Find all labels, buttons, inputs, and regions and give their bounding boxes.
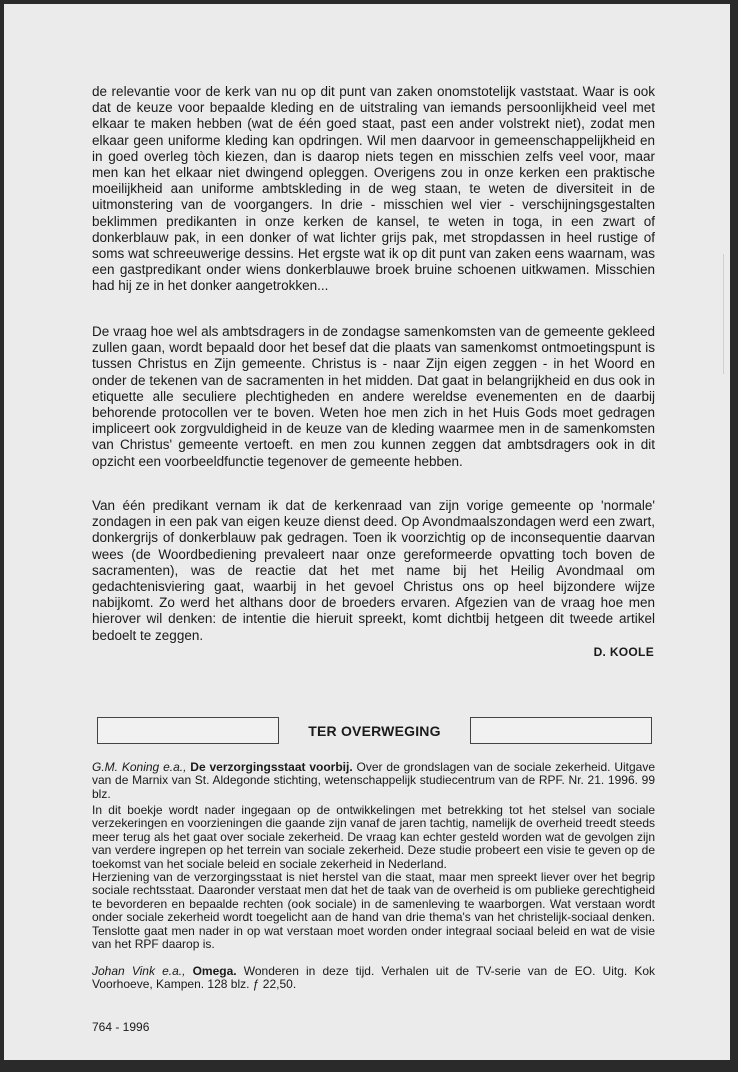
review-details: Wonderen in deze tijd. Verhalen uit de TV-serie van de EO. Uitg. Kok Voorhoeve, Kampen. 128 blz. ƒ 22,50. [92,964,656,992]
review-title: De verzorgingsstaat voorbij. [190,760,353,774]
page-number: 764 - 1996 [92,1020,150,1034]
section-header [97,717,652,744]
section-title: TER OVERWEGING [308,723,441,739]
review-body-1: In dit boekje wordt nader ingegaan op de ontwikkelingen met betrekking tot het stelsel van sociale verzekeringen en voorzieningen die gaande zijn vanaf de jaren tachtig, namelijk de overheid treedt steeds meer terug als het gaat over sociale zekerheid. De vraag kan echter gesteld worden wat de gevolgen zijn van verdere ingrepen op het terrein van sociale zekerheid. Deze studie probeert een visie te geven op de toekomst van het sociale beleid en sociale zekerheid in Nederland. [92,803,655,871]
article-paragraph-3: Van één predikant vernam ik dat de kerkenraad van zijn vorige gemeente op 'normale' zondagen in een pak van eigen keuze dienst deed. Op Avondmaalszondagen werd een zwart, donkergrijs of donkerblauw pak gedragen. Toen ik voorzichtig op de inconsequentie daarvan wees (de Woordbediening prevaleert naar onze gereformeerde opvatting toch boven de sacramenten), was de reactie dat het met name bij het Heilig Avondmaal om gedachtenisviering gaat, waarbij in het gevoel Christus ons op heel bijzondere wijze nabijkomt. Zo werd het althans door de broeders ervaren. Afgezien van de vraag hoe men hierover wil denken: de intentie die hieruit spreekt, komt dichtbij hetgeen dit tweede artikel bedoelt te zeggen. [92,498,655,643]
review-entry-koning [92,761,655,801]
article-paragraph-1: de relevantie voor de kerk van nu op dit punt van zaken onomstotelijk vaststaat. Waar is ook dat de keuze voor bepaalde kleding en de uitstraling van iemands persoonlijkheid veel met elkaar te maken hebben (wat de één goed staat, past een ander volstrekt niet), zodat men elkaar geen uniforme kleding kan opdringen. Wil men daarvoor in gemeenschappelijkheid en in goed overleg tòch kiezen, dan is daarop niets tegen en misschien zelfs veel voor, maar men kan het elkaar niet dwingend opleggen. Overigens zou in onze kerken een praktische moeilijkheid aan uniforme ambtskleding in de weg staan, te weten de diversiteit in de uitmonstering van de voorgangers. In drie - misschien wel vier - verschijningsgestalten beklimmen predikanten in onze kerken de kansel, te weten in toga, in een zwart of donkerblauw pak, in een donker of wat lichter grijs pak, met stropdassen in heel rustige of soms wat schreeuwerige dessins. Het ergste wat ik op dit punt van zaken eens waarnam, was een gastpredikant onder wiens donkerblauwe broek bruine schoenen uitkwamen. Misschien had hij ze in het donker aangetrokken... [92,84,655,294]
review-author: Johan Vink e.a., [92,964,186,978]
header-frame-right [470,717,652,744]
scan-edge-mark [723,254,724,374]
journal-page [4,4,730,1060]
article-paragraph-2: De vraag hoe wel als ambtsdragers in de zondagse samenkomsten van de gemeente gekleed zullen gaan, wordt bepaald door het besef dat die plaats van samenkomst ontmoetingspunt is tussen Christus en Zijn gemeente. Christus is - naar Zijn eigen zeggen - in het Woord en onder de tekenen van de sacramenten in het midden. Dat gaat in belangrijkheid en dus ook in etiquette alle seculiere plechtigheden en andere wereldse evenementen en de daarbij behorende protocollen ver te boven. Weten hoe men zich in het Huis Gods moet gedragen impliceert ook zorgvuldigheid in de keuze van de kleding waarmee men in de samenkomsten van Christus' gemeente vertoeft. en men zou kunnen zeggen dat ambtsdragers ook in dit opzicht een voorbeeldfunctie tegenover de gemeente hebben. [92,324,655,469]
review-entry-vink [92,965,655,992]
review-details: Over de grondslagen van de sociale zekerheid. Uitgave van de Marnix van St. Aldegonde stichting, wetenschappelijk studiecentrum van de RPF. Nr. 21. 1996. 99 blz. [92,760,655,801]
review-author: G.M. Koning e.a., [92,760,187,774]
review-body-2: Herziening van de verzorgingsstaat is niet herstel van die staat, maar men spreekt liever over het begrip sociale rechtsstaat. Daaronder verstaat men dat het de taak van de overheid is om publieke gerechtigheid te bevorderen en bepaalde rechten (ook sociale) in de samenleving te waarborgen. Wat verstaan wordt onder sociale zekerheid wordt toegelicht aan de hand van drie thema's van het christelijk-sociaal denken. Tenslotte gaat men nader in op wat verstaan moet worden onder integraal sociaal beleid en wat de visie van het RPF daarop is. [92,870,655,952]
article-author: D. KOOLE [593,645,654,659]
header-frame-left [97,717,279,744]
review-title: Omega. [192,964,237,978]
